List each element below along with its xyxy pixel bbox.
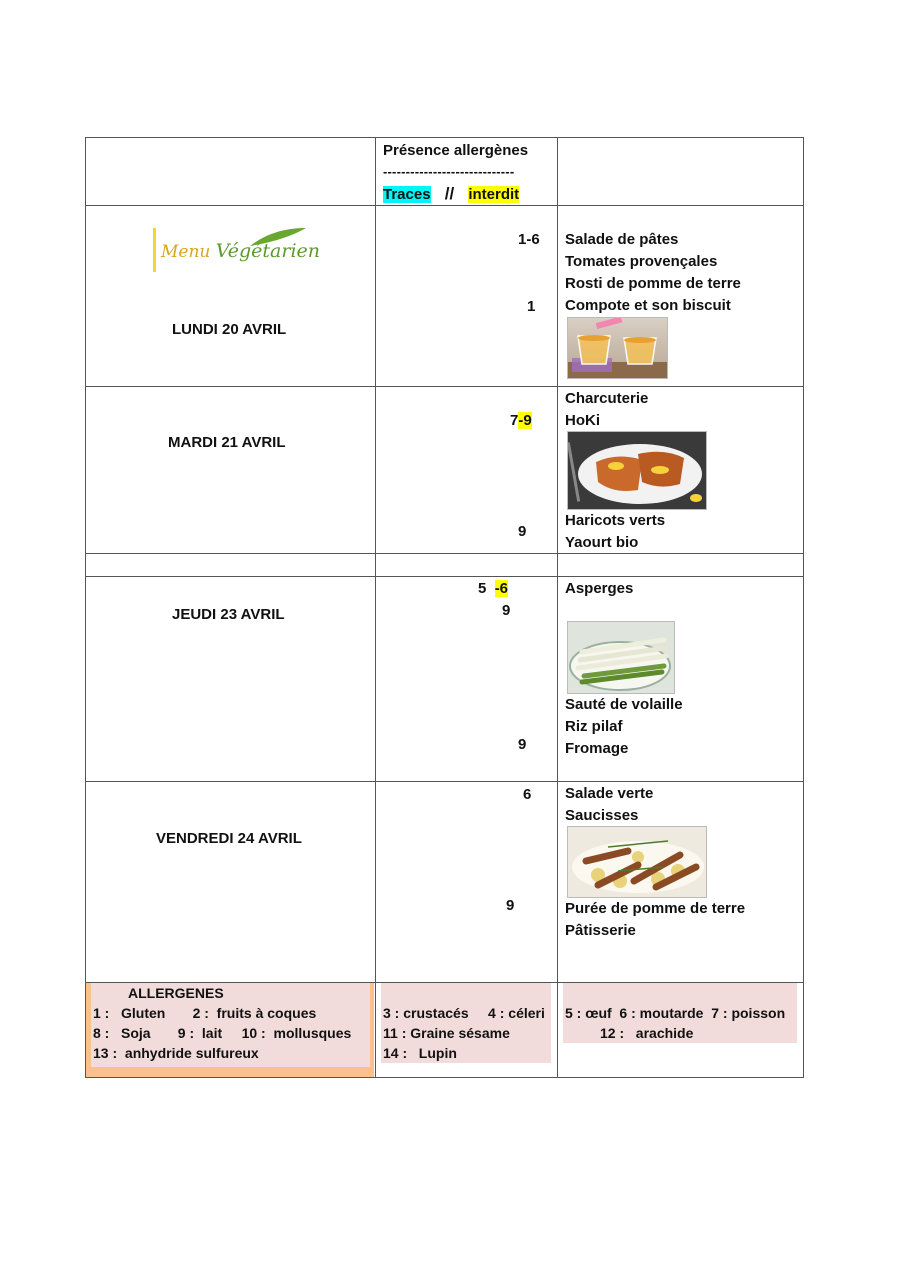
row-divider: [85, 386, 804, 387]
traces-separator: //: [444, 184, 455, 203]
dish-item: Tomates provençales: [565, 253, 718, 270]
day-label-jeudi: JEUDI 23 AVRIL: [172, 606, 285, 623]
column-divider: [557, 137, 558, 1078]
allergen-code-interdit: -6: [494, 580, 509, 597]
dish-item: Saucisses: [565, 807, 639, 824]
header-legend: [383, 183, 519, 206]
row-divider: [85, 553, 804, 554]
allergen-legend-line: 5 : œuf 6 : moutarde 7 : poisson: [565, 1005, 786, 1021]
allergen-legend-line: 13 : anhydride sulfureux: [93, 1045, 259, 1061]
dish-item: Purée de pomme de terre: [565, 900, 746, 917]
allergen-legend-line: 8 : Soja 9 : lait 10 : mollusques: [93, 1025, 352, 1041]
allergens-legend-box: [91, 983, 370, 1067]
column-divider: [375, 137, 376, 1078]
column-divider: [803, 137, 804, 1078]
menu-vegetarien-logo: Menu Végétarien: [153, 226, 313, 274]
dish-item: Rosti de pomme de terre: [565, 275, 741, 292]
day-label-mardi: MARDI 21 AVRIL: [168, 434, 286, 451]
allergen-legend-line: 12 : arachide: [565, 1025, 694, 1041]
allergen-code: 9: [518, 736, 527, 753]
dish-item: Riz pilaf: [565, 718, 623, 735]
allergen-header-title: Présence allergènes: [383, 142, 529, 159]
allergens-title: ALLERGENES: [128, 985, 224, 1001]
allergen-legend-line: 3 : crustacés 4 : céleri: [383, 1005, 545, 1021]
asperges-photo: [567, 621, 675, 694]
allergen-code: 9: [518, 523, 527, 540]
allergen-legend-line: 14 : Lupin: [383, 1045, 457, 1061]
day-label-lundi: LUNDI 20 AVRIL: [172, 321, 287, 338]
dish-item: Salade verte: [565, 785, 654, 802]
allergen-legend-line: 11 : Graine sésame: [383, 1025, 510, 1041]
allergen-code: 9: [506, 897, 515, 914]
dish-item: Salade de pâtes: [565, 231, 679, 248]
row-divider: [85, 576, 804, 577]
allergens-legend-box: [381, 983, 551, 1063]
interdit-label: interdit: [468, 186, 520, 203]
allergen-code: 9: [502, 602, 511, 619]
allergen-code: 1-6: [518, 231, 540, 248]
dish-item: Compote et son biscuit: [565, 297, 731, 314]
allergen-code-group: [510, 410, 532, 432]
allergen-legend-line: 1 : Gluten 2 : fruits à coques: [93, 1005, 317, 1021]
dish-item: Asperges: [565, 580, 634, 597]
hoki-fish-photo: [567, 431, 707, 510]
column-divider: [85, 137, 86, 1078]
row-divider: [85, 781, 804, 782]
compote-photo: [567, 317, 668, 379]
allergen-code-interdit: -9: [518, 412, 532, 429]
allergen-code: 5: [478, 580, 495, 597]
traces-label: Traces: [383, 186, 431, 203]
day-label-vendredi: VENDREDI 24 AVRIL: [156, 830, 302, 847]
allergens-legend-box: [563, 983, 797, 1043]
dish-item: HoKi: [565, 412, 600, 429]
allergen-code: 6: [523, 786, 532, 803]
allergen-code-group: [478, 578, 508, 600]
header-dashes: -----------------------------: [383, 164, 515, 179]
dish-item: Fromage: [565, 740, 629, 757]
dish-item: Charcuterie: [565, 390, 649, 407]
table-border-top: [85, 137, 804, 138]
dish-item: Haricots verts: [565, 512, 666, 529]
dish-item: Yaourt bio: [565, 534, 639, 551]
dish-item: Sauté de volaille: [565, 696, 683, 713]
allergen-code: 1: [527, 298, 536, 315]
allergen-code: 7: [510, 412, 519, 429]
saucisses-photo: [567, 826, 707, 898]
dish-item: Pâtisserie: [565, 922, 636, 939]
table-border-bottom: [85, 1077, 804, 1078]
